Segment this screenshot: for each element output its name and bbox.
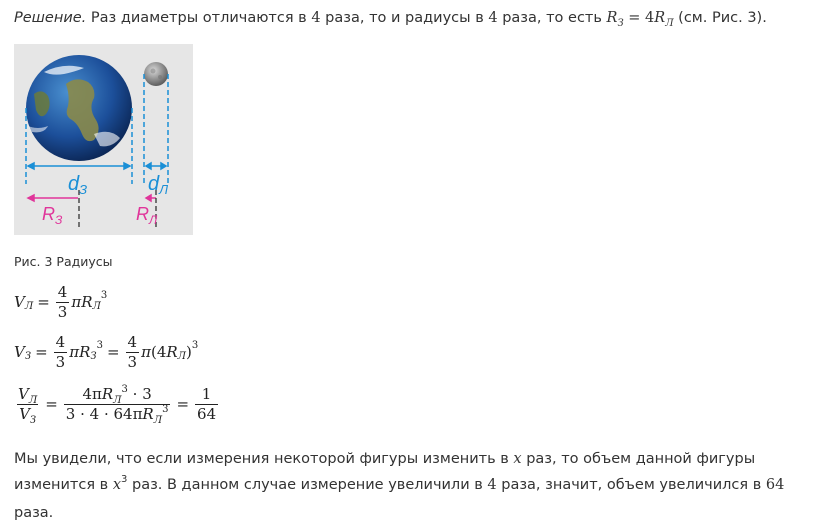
formula-term: R	[81, 293, 93, 312]
formula-equals: =	[106, 343, 120, 362]
intro-number: 4	[488, 10, 498, 26]
earth-moon-diagram	[14, 44, 193, 235]
earth-diameter-label: $d_З$	[68, 173, 88, 197]
radius-subscript: З	[617, 18, 624, 29]
diameter-arrows	[28, 163, 166, 169]
formula-subscript: Л	[92, 300, 101, 312]
formula-power: 3	[100, 289, 108, 301]
moon-globe	[144, 62, 168, 86]
formula-subscript: Л	[177, 350, 187, 362]
intro-text: раза, то есть	[497, 10, 607, 26]
formula-equals: =	[37, 293, 50, 312]
radius-symbol: R	[606, 10, 618, 26]
conclusion-number: 4	[487, 477, 497, 493]
formula-fraction: $\frac{4}{3}$	[57, 283, 68, 321]
formula-term: R	[166, 343, 178, 362]
earth-radius-label: $R_З$	[42, 204, 63, 227]
formula-equals: =	[176, 395, 190, 414]
formula-term: 4	[156, 343, 167, 362]
solution-label: Решение.	[14, 10, 87, 26]
formula-term: V	[14, 293, 25, 312]
intro-text: (см. Рис. 3).	[673, 10, 767, 26]
intro-number: 4	[311, 10, 321, 26]
formula-power: 3	[96, 339, 103, 351]
formula-power: 3	[191, 339, 199, 351]
variable-x: x	[513, 451, 522, 467]
radius-arrows	[28, 195, 156, 201]
formula-subscript: З	[24, 350, 32, 362]
formula-term: R	[79, 343, 91, 362]
intro-text: Раз диаметры отличаются в	[86, 10, 312, 26]
conclusion-paragraph: Мы увидели, что если измерения некоторой фигуры изменить в x раз, то объем данной фигуры изменится в $x^3$ раз. В данном случае измерение увеличили в 4 раза, значит, объем увеличился в 64 раза.	[14, 451, 785, 521]
formula-fraction: $\frac{4}{3}$	[127, 333, 138, 371]
formula-power: 3	[121, 474, 128, 485]
moon-radius-label: $R_Л$	[136, 204, 158, 227]
formula-earth-volume	[14, 334, 198, 371]
formula-paren: (	[150, 343, 157, 362]
intro-equation: = 4	[623, 10, 655, 26]
formula-paren: )	[186, 343, 192, 362]
formula-term: π	[71, 293, 82, 312]
formula-moon-volume	[14, 284, 107, 321]
formula-term: π	[141, 343, 151, 362]
formula-subscript: З	[90, 350, 97, 362]
intro-text: раза, то и радиусы в	[320, 10, 489, 26]
variable-x: x	[112, 477, 121, 493]
formula-subscript: Л	[24, 300, 34, 312]
earth-globe	[26, 55, 132, 161]
formula-fraction: $\frac{4\pi R_Л^3 \cdot 3}{3 \cdot 4 \cdot 64\pi R_Л^3}$	[65, 384, 169, 426]
conclusion-number: 64	[765, 477, 785, 493]
formula-equals: =	[45, 395, 58, 414]
formula-term: π	[69, 343, 80, 362]
earth-moon-figure	[14, 44, 193, 235]
formula-fraction: $\frac{1}{64}$	[197, 385, 217, 423]
radius-symbol: R	[654, 10, 666, 26]
moon-diameter-label: $d_Л$	[148, 173, 169, 197]
radius-subscript: Л	[665, 18, 674, 29]
formula-fraction: $\frac{V_Л}{V_З}$	[18, 385, 38, 426]
formula-equals: =	[35, 343, 48, 362]
solution-intro	[14, 10, 767, 29]
formula-volume-ratio	[14, 384, 220, 426]
formula-fraction: $\frac{4}{3}$	[55, 333, 66, 371]
figure-caption: Рис. 3 Радиусы	[14, 254, 113, 269]
formula-term: V	[14, 343, 25, 362]
